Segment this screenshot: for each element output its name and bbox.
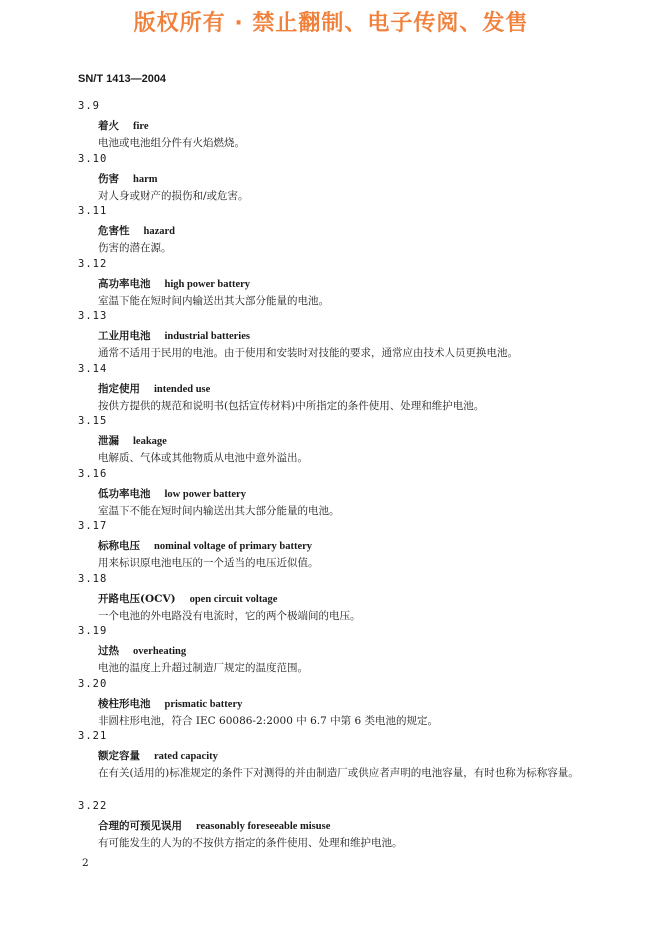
definition-entry [0,466,662,519]
term-zh: 指定使用 [98,382,140,395]
term [98,486,246,501]
term [98,748,218,763]
clause-number: 3.13 [78,310,108,322]
definition-entry [0,413,662,466]
definition-entry [0,518,662,571]
term-en: high power battery [164,278,251,290]
page-number: 2 [82,857,89,869]
copyright-watermark: 版权所有 · 禁止翻制、电子传阅、发售 [133,11,529,36]
term-en: open circuit voltage [189,593,278,605]
term-en: overheating [133,646,187,657]
term [98,171,158,186]
definition-entry [0,151,662,204]
definition-text: 在有关(适用的)标准规定的条件下对测得的并由制造厂或供应者声明的电池容量，有时也称为标称容量。 [98,767,579,779]
definition-text: 室温下能在短时间内输送出其大部分能量的电池。 [98,294,329,307]
term-en: leakage [133,436,167,447]
clause-number: 3.15 [78,415,108,427]
term-en: harm [133,173,158,185]
term-zh: 棱柱形电池 [98,697,151,710]
definition-entry [0,798,662,851]
definition-entry [0,571,662,624]
document-code: SN/T 1413—2004 [78,73,167,85]
term-zh: 工业用电池 [98,330,151,342]
definition-text: 电池或电池组分件有火焰燃烧。 [98,137,245,149]
clause-number: 3.21 [78,730,108,742]
clause-number: 3.9 [78,100,100,112]
term-en: reasonably foreseeable misuse [196,821,331,832]
clause-number: 3.22 [78,800,108,812]
term-zh: 危害性 [98,225,130,237]
term-en: prismatic battery [164,698,243,710]
clause-number: 3.19 [78,625,108,637]
definition-text: 通常不适用于民用的电池。由于使用和安装时对技能的要求，通常应由技术人员更换电池。 [98,347,518,359]
term-en: fire [133,121,149,132]
term [98,276,250,291]
definition-entry [0,361,662,414]
term [98,818,330,833]
clause-number: 3.17 [78,520,108,532]
term-en: low power battery [164,488,246,500]
clause-number: 3.12 [78,257,108,270]
clause-number: 3.14 [78,362,108,375]
term-zh: 额定容量 [98,750,140,762]
definition-text: 对人身或财产的损伤和/或危害。 [98,189,249,202]
definition-text: 用来标识原电池电压的一个适当的电压近似值。 [98,557,319,569]
term-en: nominal voltage of primary battery [154,541,313,552]
definition-text: 有可能发生的人为的不按供方指定的条件使用、处理和维护电池。 [98,837,403,849]
term-en: intended use [154,383,211,395]
definition-text: 电解质、气体或其他物质从电池中意外溢出。 [98,452,308,464]
term [98,696,242,711]
term-en: industrial batteries [164,331,250,342]
definition-text: 室温下不能在短时间内输送出其大部分能量的电池。 [98,504,340,517]
definitions-list [0,98,662,851]
term-zh: 过热 [98,645,119,657]
term [98,643,186,658]
definition-text: 按供方提供的规范和说明书(包括宣传材料)中所指定的条件使用、处理和维护电池。 [98,399,485,412]
definition-text: 非圆柱形电池，符合 IEC 60086-2:2000 中 6.7 中第 6 类电池的规定。 [98,714,438,727]
term-zh: 低功率电池 [98,487,151,500]
clause-number: 3.11 [78,205,108,217]
term-zh: 泄漏 [98,435,119,447]
term-zh: 伤害 [98,172,119,185]
definition-entry [0,98,662,151]
definition-text: 电池的温度上升超过制造厂规定的温度范围。 [98,662,308,674]
definition-text: 一个电池的外电路没有电流时，它的两个极端间的电压。 [98,609,361,622]
definition-entry [0,203,662,256]
term [98,381,210,396]
definition-text: 伤害的潜在源。 [98,242,172,254]
term-zh: 标称电压 [98,540,140,552]
term-en: rated capacity [154,751,218,762]
term [98,328,250,343]
term-zh: 合理的可预见误用 [98,820,182,832]
term [98,118,149,133]
term-zh: 着火 [98,120,119,132]
clause-number: 3.10 [78,152,108,165]
definition-entry [0,676,662,729]
term-zh: 高功率电池 [98,277,151,290]
clause-number: 3.18 [78,572,108,585]
term-zh: 开路电压(OCV) [98,592,176,605]
definition-entry [0,623,662,676]
clause-number: 3.16 [78,467,108,480]
term [98,433,167,448]
definition-entry [0,256,662,309]
clause-number: 3.20 [78,677,108,690]
term [98,538,312,553]
definition-entry [0,728,662,798]
term-en: hazard [143,226,175,237]
term [98,223,175,238]
definition-entry [0,308,662,361]
term [98,591,277,606]
